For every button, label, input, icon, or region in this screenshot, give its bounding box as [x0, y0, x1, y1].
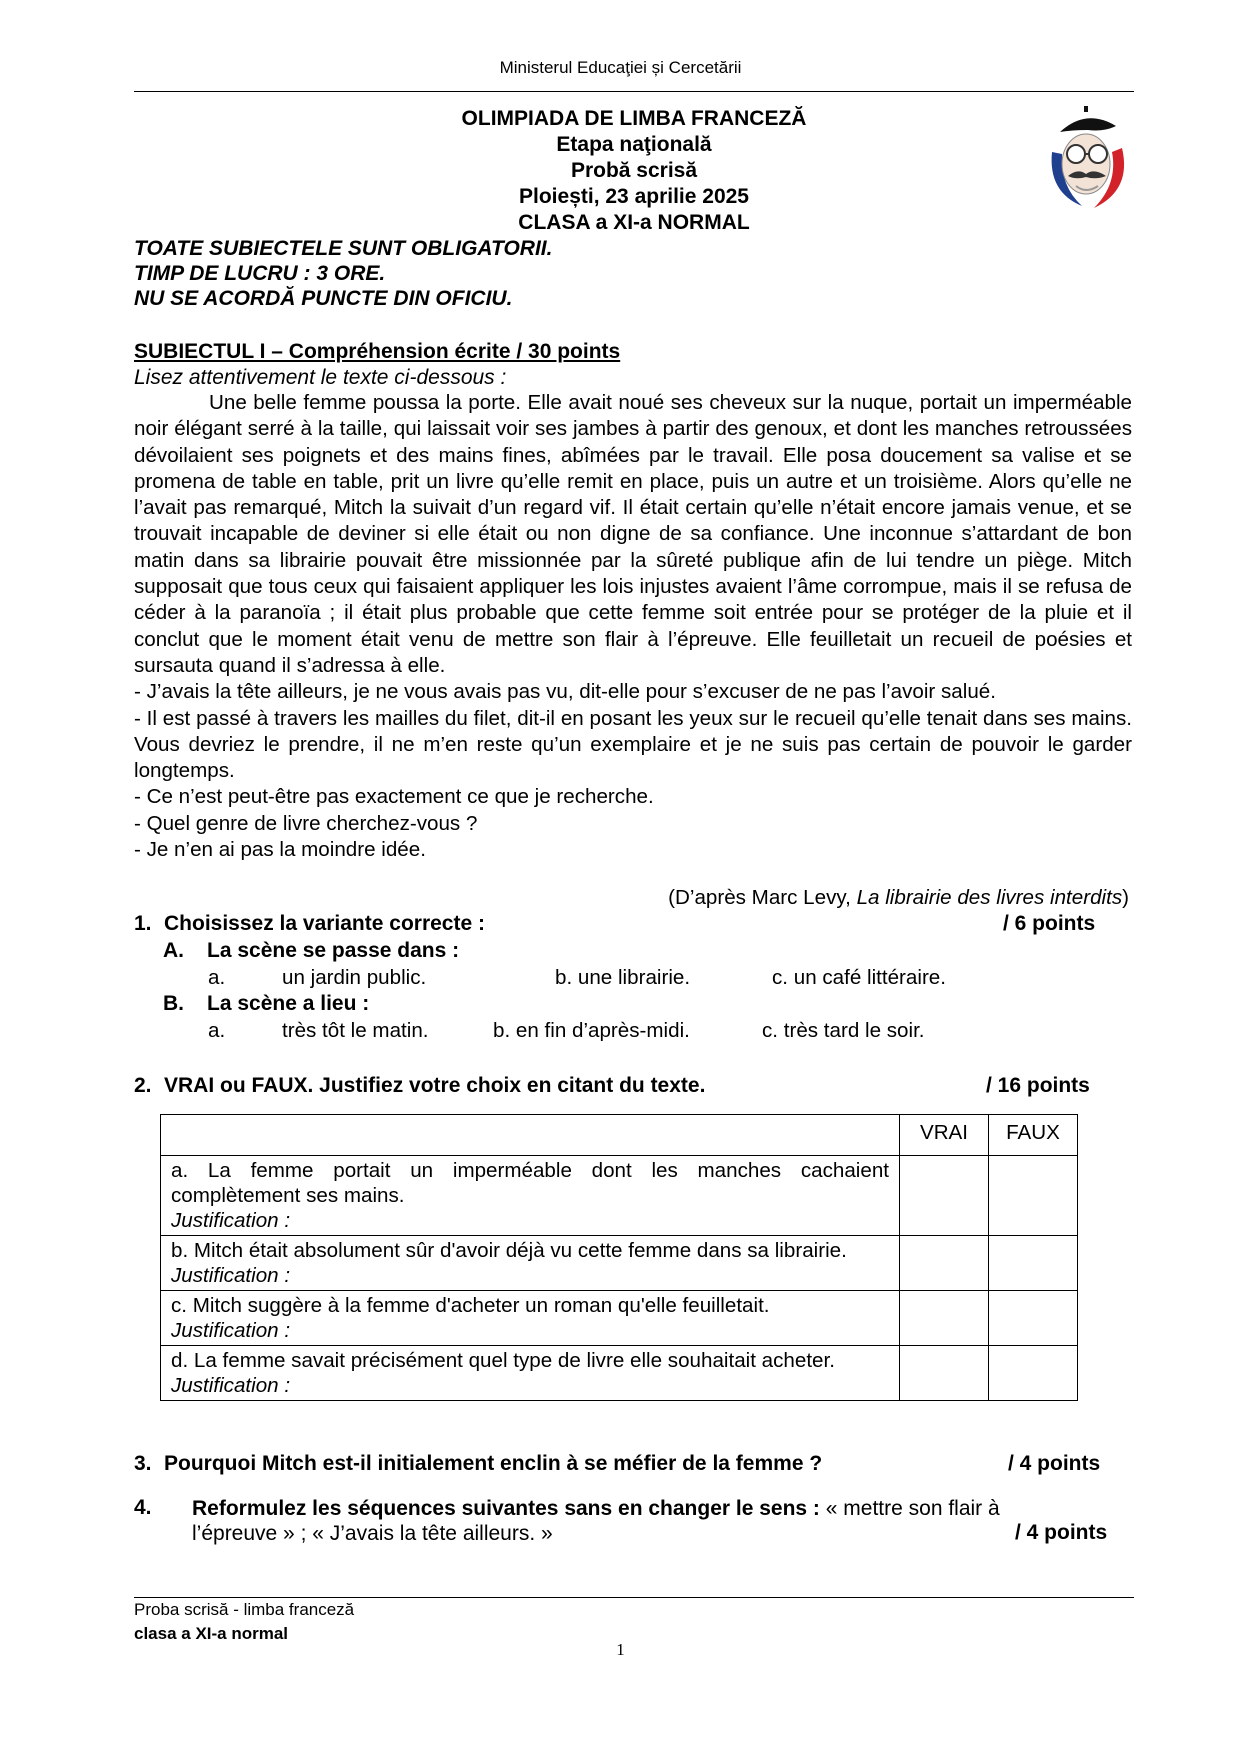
column-faux: FAUX — [989, 1115, 1078, 1156]
exam-title: OLIMPIADA DE LIMBA FRANCEZĂ — [461, 107, 807, 130]
question-3-points: / 4 points — [1008, 1452, 1101, 1475]
ministry-header: Ministerul Educaţiei și Cercetării — [499, 58, 742, 77]
glasses-left — [1067, 145, 1085, 163]
question-4-line-2: l’épreuve » ; « J’avais la tête ailleurs. » — [192, 1522, 553, 1545]
statement-cell-c — [161, 1291, 900, 1346]
question-1-number: 1. — [134, 912, 152, 935]
dialogue-line-3: - Ce n’est peut-être pas exactement ce que je recherche. — [134, 785, 654, 809]
table-row — [161, 1236, 1078, 1291]
q1b-option-a: très tôt le matin. — [282, 1019, 429, 1042]
statement-d: d. La femme savait précisément quel type de livre elle souhaitait acheter. — [171, 1349, 835, 1372]
answer-faux-c[interactable] — [989, 1291, 1078, 1346]
footer-class: clasa a XI-a normal — [134, 1624, 289, 1643]
q1-part-a — [163, 939, 459, 963]
q1b-option-b: b. en fin d’après-midi. — [493, 1019, 690, 1042]
answer-vrai-c[interactable] — [900, 1291, 989, 1346]
statement-cell-d — [161, 1346, 900, 1401]
question-4 — [192, 1496, 1000, 1546]
answer-vrai-b[interactable] — [900, 1236, 989, 1291]
text-paragraph: Une belle femme poussa la porte. Elle avait noué ses cheveux sur la nuque, portait un imperméable noir élégant serré à la taille, qui laissait voir ses jambes à partir des genoux, et dont les manches retroussées dévoilaient ses poignets et des mains fines, abîmées par le travail. Elle posa doucement sa valise et se promena de table en table, prit un livre qu’elle remit en place, puis un autre et un troisième. Alors qu’elle ne l’avait pas remarqué, Mitch la suivait d’un regard vif. Il était certain qu’elle n’était encore jamais venue, et se trouvait incapable de deviner si elle était ou non digne de sa confiance. Une inconnue s’attardant de bon matin dans sa librairie pouvait être missionnée par la sûreté publique afin de lui tendre un piège. Mitch supposait que tous ceux qui faisaient appliquer les lois injustes avaient l’âme corrompue, mais il se refusa de céder à la paranoïa ; il était plus probable que cette femme soit entrée pour se protéger de la pluie et il conclut que le moment était venu de mettre son flair à l’épreuve. Elle feuilletait un recueil de poésies et sursauta quand il s’adressa à elle. — [134, 391, 1132, 677]
question-2-label: VRAI ou FAUX. Justifiez votre choix en citant du texte. — [164, 1074, 706, 1097]
exam-stage: Etapa naţională — [556, 133, 712, 156]
section-title: SUBIECTUL I – Compréhension écrite / 30 points — [134, 340, 621, 363]
rule-time: TIMP DE LUCRU : 3 ORE. — [134, 262, 386, 285]
exam-type: Probă scrisă — [570, 159, 698, 182]
statement-cell-b — [161, 1236, 900, 1291]
beret-stem — [1084, 106, 1088, 112]
question-2 — [134, 1074, 705, 1098]
question-1 — [134, 912, 485, 936]
source-title: La librairie des livres interdits — [856, 886, 1123, 909]
footer-rule — [134, 1597, 1134, 1598]
dialogue-line-5: - Je n’en ai pas la moindre idée. — [134, 838, 426, 862]
reading-text — [134, 390, 1132, 863]
q1-part-a-label: La scène se passe dans : — [207, 939, 460, 962]
justification-label-a: Justification : — [171, 1209, 291, 1232]
justification-label-b: Justification : — [171, 1264, 291, 1287]
q1a-option-a-letter: a. — [208, 966, 226, 989]
answer-faux-d[interactable] — [989, 1346, 1078, 1401]
answer-faux-b[interactable] — [989, 1236, 1078, 1291]
q1b-option-c: c. très tard le soir. — [762, 1019, 925, 1042]
table-header-blank — [161, 1115, 900, 1156]
q1-part-b — [163, 992, 369, 1016]
answer-faux-a[interactable] — [989, 1156, 1078, 1236]
q1b-option-a-letter: a. — [208, 1019, 226, 1042]
exam-class: CLASA a XI-a NORMAL — [518, 211, 750, 234]
statement-b: b. Mitch était absolument sûr d'avoir déjà vu cette femme dans sa librairie. — [171, 1239, 847, 1262]
exam-title-block — [334, 106, 934, 236]
footer-exam-name: Proba scrisă - limba franceză — [134, 1600, 355, 1619]
rule-no-points: NU SE ACORDĂ PUNCTE DIN OFICIU. — [134, 287, 513, 310]
q1a-option-a: un jardin public. — [282, 966, 427, 989]
beret-shape — [1060, 118, 1116, 132]
statement-a: a. La femme portait un imperméable dont les manches cachaient complètement ses mains. — [171, 1159, 889, 1207]
olympiad-logo — [1038, 102, 1134, 212]
glasses-right — [1089, 145, 1107, 163]
question-2-points: / 16 points — [986, 1074, 1090, 1097]
exam-place-date: Ploiești, 23 aprilie 2025 — [519, 185, 749, 208]
table-row — [161, 1291, 1078, 1346]
q1-part-a-letter: A. — [163, 939, 184, 962]
dialogue-line-4: - Quel genre de livre cherchez-vous ? — [134, 811, 478, 835]
header-rule — [134, 91, 1134, 92]
question-3-number: 3. — [134, 1452, 152, 1475]
justification-label-c: Justification : — [171, 1319, 291, 1342]
table-row — [161, 1156, 1078, 1236]
page-number: 1 — [616, 1640, 625, 1659]
q1a-option-c: c. un café littéraire. — [772, 966, 946, 989]
source-prefix: (D’après Marc Levy, — [668, 886, 857, 909]
reading-instruction: Lisez attentivement le texte ci-dessous : — [134, 366, 507, 389]
text-source — [134, 886, 1129, 910]
face-shape — [1062, 134, 1110, 194]
q1-part-b-letter: B. — [163, 992, 184, 1015]
exam-rules — [134, 236, 552, 311]
question-4-points: / 4 points — [1015, 1521, 1108, 1544]
table-header-row — [161, 1115, 1078, 1156]
rule-mandatory: TOATE SUBIECTELE SUNT OBLIGATORII. — [134, 237, 553, 260]
dialogue-line-2: - Il est passé à travers les mailles du filet, dit-il en posant les yeux sur le recueil qu’elle tenait dans ses mains. Vous devriez le prendre, il ne m’en reste qu’un exemplaire et je ne suis pas certain de pouvoir le garder longtemps. — [134, 706, 1132, 783]
answer-vrai-a[interactable] — [900, 1156, 989, 1236]
question-4-phrase-1: « mettre son flair à — [819, 1497, 1000, 1520]
question-3-label: Pourquoi Mitch est-il initialement enclin à se méfier de la femme ? — [164, 1452, 823, 1475]
table-row — [161, 1346, 1078, 1401]
question-1-points: / 6 points — [1003, 912, 1096, 935]
column-vrai: VRAI — [900, 1115, 989, 1156]
true-false-table — [160, 1114, 1078, 1401]
question-1-label: Choisissez la variante correcte : — [164, 912, 485, 935]
statement-c: c. Mitch suggère à la femme d'acheter un roman qu'elle feuilletait. — [171, 1294, 770, 1317]
question-4-line-1 — [192, 1496, 1000, 1521]
justification-label-d: Justification : — [171, 1374, 291, 1397]
question-4-number: 4. — [134, 1496, 152, 1519]
question-3 — [134, 1452, 822, 1476]
statement-cell-a — [161, 1156, 900, 1236]
q1-part-b-label: La scène a lieu : — [207, 992, 370, 1015]
answer-vrai-d[interactable] — [900, 1346, 989, 1401]
source-suffix: ) — [1122, 886, 1129, 909]
dialogue-line-1: - J’avais la tête ailleurs, je ne vous avais pas vu, dit-elle pour s’excuser de ne pas l’avoir salué. — [134, 680, 996, 704]
question-4-label: Reformulez les séquences suivantes sans en changer le sens : — [192, 1497, 820, 1520]
q1a-option-b: b. une librairie. — [555, 966, 691, 989]
question-2-number: 2. — [134, 1074, 152, 1097]
